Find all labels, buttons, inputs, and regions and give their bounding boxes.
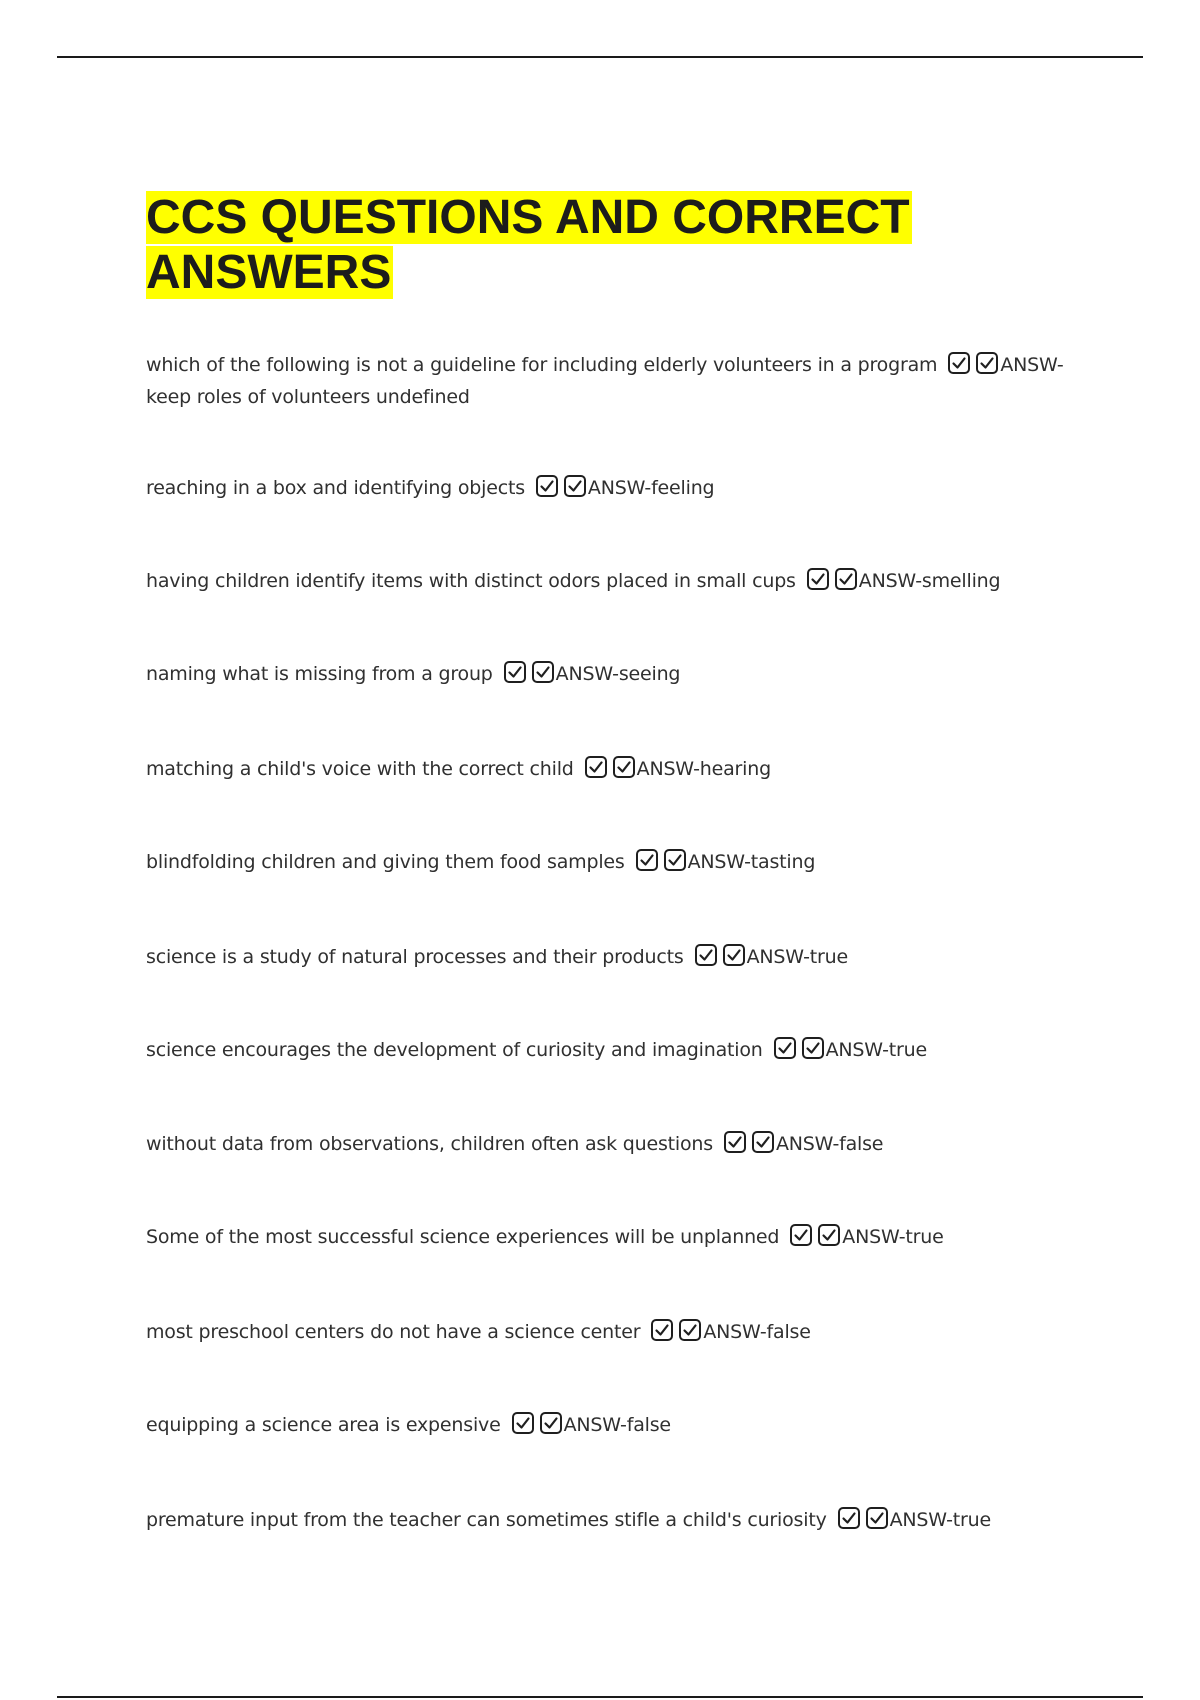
answer-marker	[806, 567, 859, 599]
checkbox-checked-icon	[511, 1411, 535, 1435]
answer-marker	[789, 1223, 842, 1255]
checkbox-checked-icon	[817, 1223, 841, 1247]
answer-text: ANSW-tasting	[687, 851, 816, 873]
answer-text: ANSW-true	[842, 1226, 944, 1248]
answer-text: ANSW-keep roles of volunteers undefined	[146, 354, 1064, 408]
checkbox-checked-icon	[773, 1036, 797, 1060]
qa-item	[146, 1506, 1066, 1538]
answer-text: ANSW-smelling	[858, 570, 1001, 592]
qa-item	[146, 1411, 1066, 1443]
document-title	[146, 190, 1046, 300]
answer-marker	[773, 1036, 826, 1068]
qa-item	[146, 1130, 1066, 1162]
checkbox-checked-icon	[612, 755, 636, 779]
question-text: matching a child's voice with the correct child	[146, 758, 574, 780]
checkbox-checked-icon	[563, 474, 587, 498]
answer-marker	[837, 1506, 890, 1538]
qa-item	[146, 943, 1066, 975]
question-text: science is a study of natural processes and their products	[146, 946, 684, 968]
checkbox-checked-icon	[503, 660, 527, 684]
answer-text: ANSW-true	[746, 946, 848, 968]
checkbox-checked-icon	[584, 755, 608, 779]
checkbox-checked-icon	[650, 1318, 674, 1342]
answer-text: ANSW-true	[889, 1509, 991, 1531]
answer-text: ANSW-true	[825, 1039, 927, 1061]
checkbox-checked-icon	[865, 1506, 889, 1530]
question-text: naming what is missing from a group	[146, 663, 493, 685]
checkbox-checked-icon	[539, 1411, 563, 1435]
answer-marker	[511, 1411, 564, 1443]
question-text: blindfolding children and giving them food samples	[146, 851, 625, 873]
question-text: which of the following is not a guideline for including elderly volunteers in a program	[146, 354, 938, 376]
answer-text: ANSW-false	[775, 1133, 884, 1155]
checkbox-checked-icon	[975, 351, 999, 375]
answer-marker	[503, 660, 556, 692]
answer-marker	[584, 755, 637, 787]
qa-item	[146, 1318, 1066, 1350]
checkbox-checked-icon	[801, 1036, 825, 1060]
qa-item	[146, 567, 1066, 599]
checkbox-checked-icon	[535, 474, 559, 498]
checkbox-checked-icon	[806, 567, 830, 591]
question-text: science encourages the development of curiosity and imagination	[146, 1039, 763, 1061]
answer-marker	[650, 1318, 703, 1350]
checkbox-checked-icon	[722, 943, 746, 967]
answer-marker	[694, 943, 747, 975]
checkbox-checked-icon	[694, 943, 718, 967]
answer-marker	[723, 1130, 776, 1162]
checkbox-checked-icon	[834, 567, 858, 591]
qa-item	[146, 660, 1066, 692]
qa-item	[146, 848, 1066, 880]
checkbox-checked-icon	[751, 1130, 775, 1154]
qa-item	[146, 1036, 1066, 1068]
qa-item	[146, 474, 1066, 506]
qa-item	[146, 351, 1066, 411]
question-text: most preschool centers do not have a science center	[146, 1321, 641, 1343]
checkbox-checked-icon	[947, 351, 971, 375]
checkbox-checked-icon	[663, 848, 687, 872]
answer-marker	[635, 848, 688, 880]
checkbox-checked-icon	[837, 1506, 861, 1530]
bottom-rule	[57, 1696, 1143, 1698]
question-text: premature input from the teacher can sometimes stifle a child's curiosity	[146, 1509, 827, 1531]
checkbox-checked-icon	[723, 1130, 747, 1154]
answer-marker	[947, 351, 1000, 383]
question-text: having children identify items with distinct odors placed in small cups	[146, 570, 796, 592]
qa-item	[146, 1223, 1066, 1255]
top-rule	[57, 56, 1143, 58]
checkbox-checked-icon	[789, 1223, 813, 1247]
title-highlight: CCS QUESTIONS AND CORRECT ANSWERS	[146, 191, 910, 299]
checkbox-checked-icon	[678, 1318, 702, 1342]
answer-marker	[535, 474, 588, 506]
question-text: without data from observations, children often ask questions	[146, 1133, 713, 1155]
checkbox-checked-icon	[531, 660, 555, 684]
answer-text: ANSW-false	[703, 1321, 811, 1343]
answer-text: ANSW-false	[563, 1414, 671, 1436]
answer-text: ANSW-seeing	[555, 663, 681, 685]
qa-item	[146, 755, 1066, 787]
answer-text: ANSW-feeling	[587, 477, 715, 499]
question-text: equipping a science area is expensive	[146, 1414, 501, 1436]
checkbox-checked-icon	[635, 848, 659, 872]
answer-text: ANSW-hearing	[636, 758, 771, 780]
question-text: Some of the most successful science experiences will be unplanned	[146, 1226, 780, 1248]
question-text: reaching in a box and identifying objects	[146, 477, 525, 499]
